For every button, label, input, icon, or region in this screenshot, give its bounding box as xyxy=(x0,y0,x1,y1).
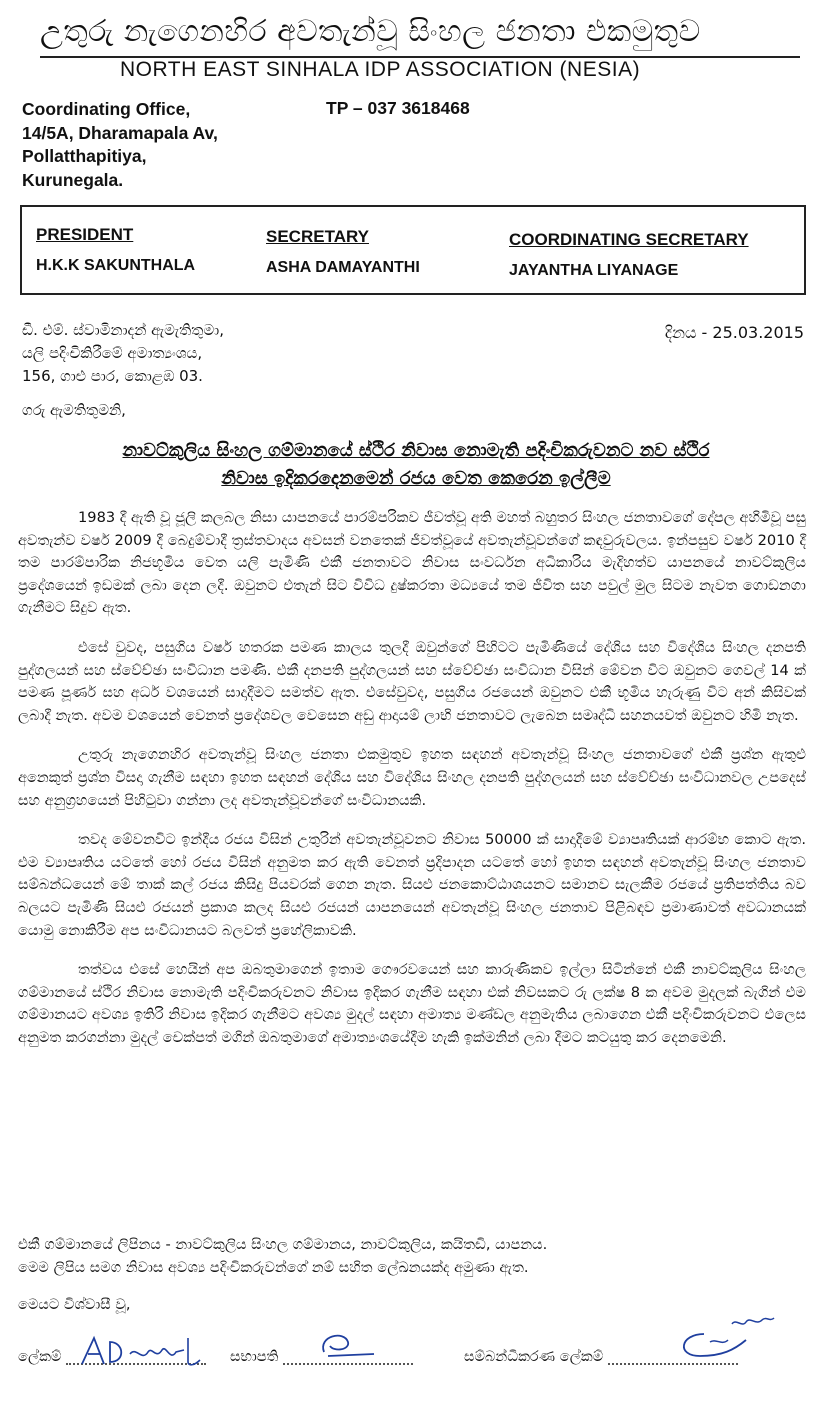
letter-date: දිනය - 25.03.2015 xyxy=(664,323,804,342)
body-paragraph: තත්වය එසේ හෙයින් අප ඔබතුමාගෙන් ඉතාම ගෞරවයෙන් සහ කාරුණිකව ඉල්ලා සිටින්නේ එකී නාවට්කුලිය සිංහල ගම්මානයේ ස්ථිර නිවාස නොමැති පදිංචිකරුවනට නිවාස ඉදිකර ගැනීම සඳහා එක් නිවසකට රු ලක්ෂ 8 ක අවම මුදලක් බැගින් එම ගම්මානයට අවශ්‍ය ඉතිරි නිවාස ඉදිකර ගැනීමට අවශ්‍ය මුදල් සඳහා අමාත්‍ය මණ්ඩල අනුමැතිය ලබාගෙන එකී පදිංචිකරුවනට එලෙස අනුමත කරගන්නා මුදල් චෙක්පත් මගින් ඔබතුමාගේ අමාත්‍යංශයේදීම හැකි ඉක්මනින් ලබා දීමට කටයුතු කර දෙනමෙනි. xyxy=(18,961,806,1046)
official-role: COORDINATING SECRETARY xyxy=(509,230,749,249)
body-paragraph: උතුරු නැගෙනහිර අවතැන්වූ සිංහල ජනතා එකමුතුව ඉහත සඳහන් අවතැන්වූ සිංහල ජනතාවගේ එකී ප්‍රශ්න ඇතුළු අනෙකුත් ප්‍රශ්න විසදා ගැනීම සඳහා ඉහත සඳහන් දේශිය සහ විදේශිය සිංහල දනපති පුද්ගලයන් සහ ස්වේච්ඡා සංවිධානවල උපදෙස් සහ අනුග්‍රහයෙන් පිහිටුවා ගන්නා ලද අවතැන්වූවන්ගේ සංවිධානයකි. xyxy=(18,746,806,809)
salutation: ගරු ඇමතිතුමනි, xyxy=(22,401,126,419)
official-name: JAYANTHA LIYANAGE xyxy=(509,262,679,279)
village-address: එකී ගම්මානයේ ලිපිනය - නාවට්කුලිය සිංහල ගම්මානය, නාවට්කුලිය, කයිතඩි, යාපනය. xyxy=(18,1236,548,1253)
official-role: SECRETARY xyxy=(266,227,369,246)
president-signature xyxy=(314,1326,384,1366)
recipient-address xyxy=(22,319,224,388)
signature-line xyxy=(608,1363,738,1365)
signatory-title: ලේකම් xyxy=(18,1348,62,1365)
address-line: 14/5A, Dharamapala Av, xyxy=(22,122,218,143)
body-paragraph: 1983 දී ඇති වූ ජූලි කලබල නිසා යාපනයේ පාරම්පරිකව ජීවත්වූ අති මහත් බහුතර සිංහල ජනතාවගේ දේපල අහිමිවූ පසු අවතැන්ව වර්ෂ 2009 දී බෙදුම්වාදී ත්‍රස්තවාදය අවසන් වනතෙක් ජීවත්වූයේ අවතැන්වූවන්ගේ කඳවුරුවලය. ඉන්පසුව වර්ෂ 2010 දී තම පාරම්පාරික නිජභූමිය වෙත යලි පැමිණි එකී ජනතාවට නිවාස සංවර්ධන අධිකාරිය මැදිහත්ව යාපනයේ නාවට්කුලිය ප්‍රදේශයෙන් ඉඩමක් ලබා දෙන ලදී. ඔවුනට එතැන් සිට විවිධ දුෂ්කරතා මධ්‍යයේ තම ජීවිත සහ පවුල් මුල සිටම නැවත ගොඩනගා ගැනීමට සිදුව ඇත. xyxy=(18,509,806,617)
official-coordinating-secretary xyxy=(509,230,749,280)
official-name: ASHA DAMAYANTHI xyxy=(266,259,420,276)
body-paragraph: තවද මේවනවිට ඉන්දීය රජය විසින් උතුරින් අවතැන්වූවනට නිවාස 50000 ක් සාදාදීමේ ව්‍යාපෘතියක් ආරම්භ කොට ඇත. එම ව්‍යාපෘතිය යටතේ හෝ රජය විසින් අනුමත කර ඇති වෙනත් ප්‍රදිපාදන යටතේ හෝ ඉහත සඳහන් අවතැන්වූ සිංහල ජනතාව සම්බන්ධයෙන් මේ තාක් කල් රජය කිසිදු පියවරක් ගෙන නැත. සියළු ජනකොට්ඨාශයනට සමානව සැලකීම රජයේ ප්‍රතිපත්තිය බව බලයට පැමිණි සියළු රජයන් ප්‍රකාශ කලද සියළු රජයන් යාපනයෙන් අවතැන්වූ සිංහල ජනතාව පිළිබඳව ප්‍රමාණාවත් අවධානයක් යොමු නොකිරීම අප සංවිධානයට බලවත් ප්‍රහේලිකාවකි. xyxy=(18,831,806,939)
signatory-title: සභාපති xyxy=(230,1348,279,1365)
signature-row xyxy=(18,1348,808,1378)
official-name: H.K.K SAKUNTHALA xyxy=(36,257,196,274)
subject-line: නිවාස ඉදිකරදෙනමෙන් රජය වෙත කෙරෙන ඉල්ලීම xyxy=(221,468,611,489)
subject-line: නාවට්කුලිය සිංහල ගම්මානයේ ස්ථිර නිවාස නොමැති පදිංචිකරුවනට නව ස්ථිර xyxy=(122,440,710,461)
coordinating-office-address xyxy=(22,98,322,192)
letter-subject xyxy=(36,437,796,493)
signatory-title: සම්බන්ධීකරණ ලේකම් xyxy=(464,1348,604,1365)
sign-off: මෙයට විශ්වාසී වූ, xyxy=(18,1296,131,1313)
telephone-number: TP – 037 3618468 xyxy=(326,98,470,118)
address-line: Kurunegala. xyxy=(22,169,124,190)
coordinating-secretary-signature xyxy=(670,1312,780,1362)
secretary-signature xyxy=(76,1332,226,1372)
official-secretary xyxy=(266,227,420,277)
letter-body xyxy=(18,507,806,1066)
address-line: Pollatthapitiya, xyxy=(22,146,147,166)
recipient-line: 156, ගාළු පාර, කොළඹ 03. xyxy=(22,367,203,385)
official-role: PRESIDENT xyxy=(36,225,134,244)
organization-sinhala-title: උතුරු නැගෙනහිර අවතැන්වූ සිංහල ජනතා එකමුතුව xyxy=(40,14,701,49)
attachment-note: මෙම ලිපිය සමග නිවාස අවශ්‍ය පදිංචිකරුවන්ගේ නම් සහිත ලේඛනයක්ද අමුණා ඇත. xyxy=(18,1259,529,1276)
official-president xyxy=(36,225,195,275)
organization-english-title: NORTH EAST SINHALA IDP ASSOCIATION (NESIA) xyxy=(120,58,641,81)
recipient-line: යලි පදිංචිකිරීමේ අමාත්‍යංශය, xyxy=(22,344,203,362)
officials-box xyxy=(20,205,806,295)
address-line: Coordinating Office, xyxy=(22,99,191,119)
recipient-line: ඩී. එම්. ස්වාමිනාදන් ඇමැතිතුමා, xyxy=(22,321,224,339)
body-paragraph: එසේ වුවද, පසුගිය වර්ෂ හතරක පමණ කාලය තුලදී ඔවුන්ගේ පිහිටට පැමිණියේ දේශිය සහ විදේශිය සිංහල දනපති පුද්ගලයන් සහ ස්වේච්ඡා සංවිධාන පමණි. එකී දනපති පුද්ගලයන් සහ ස්වේච්ඡා සංවිධාන විසින් මේවන විට ඔවුනට ගෙවල් 14 ක් පමණ පූර්ණ සහ අර්ධ වශයෙන් සාදාදීමට සමත්ව ඇත. එසේවුවද, පසුගිය රජයෙන් ඔවුනට එකී භූමිය හැරුණු විට අන් කිසිවක් ලබාදී නැත. අවම වශයෙන් වෙනත් ප්‍රදේශවල වෙසෙන අඩු ආදායම් ලාභි ජනතාවට ලැබෙන සමෘද්ධි සහනයවත් ඔවුනට හිමි නැත. xyxy=(18,638,806,724)
